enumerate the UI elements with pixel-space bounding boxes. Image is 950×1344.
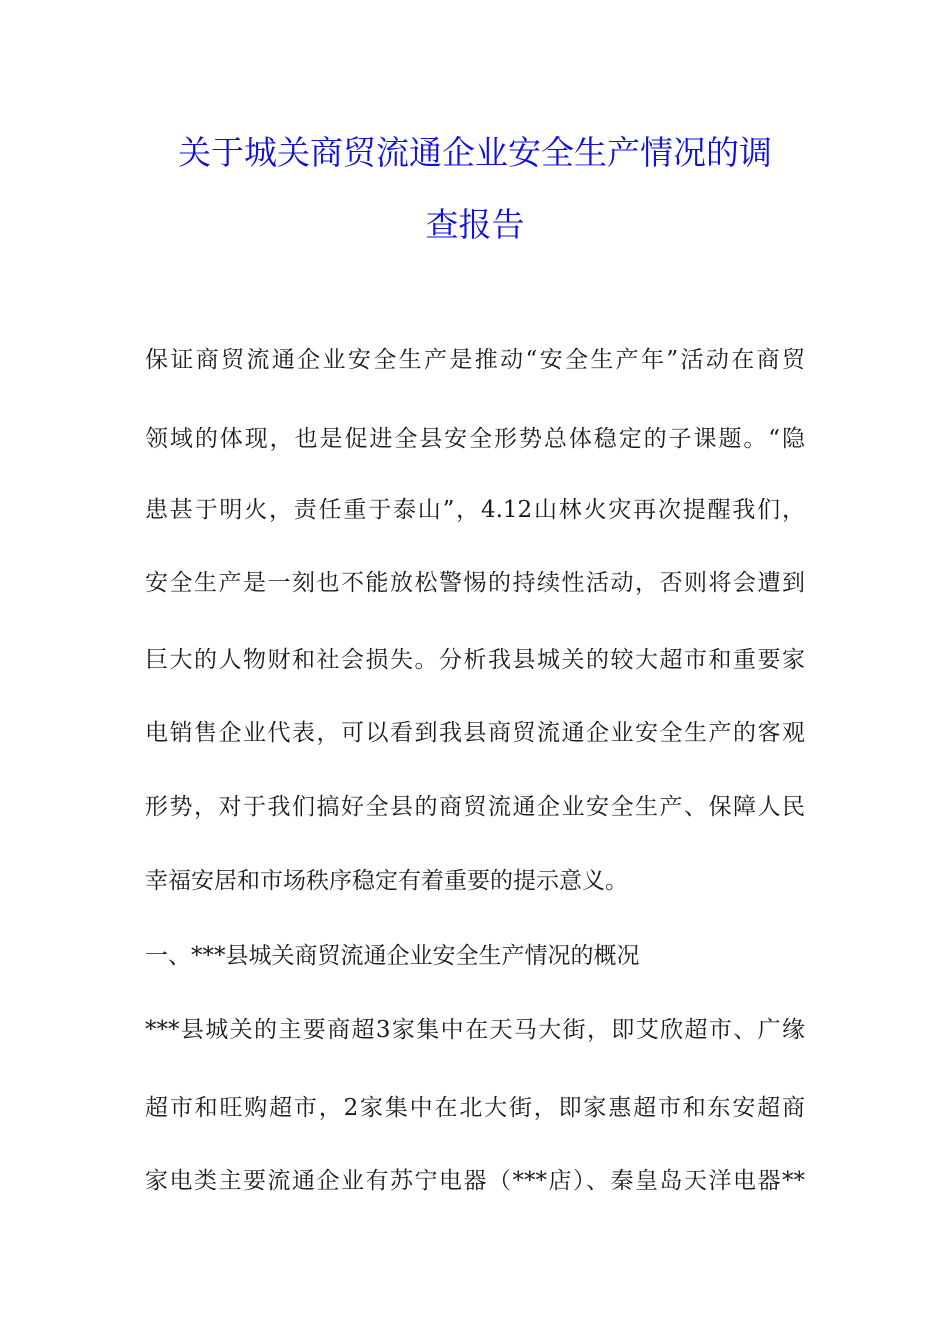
body-line-3: 患甚于明火，责任重于泰山”，4.12山林火灾再次提醒我们， <box>145 497 805 523</box>
body-line-5: 巨大的人物财和社会损失。分析我县城关的较大超市和重要家 <box>145 647 805 673</box>
body-line-4: 安全生产是一刻也不能放松警惕的持续性活动，否则将会遭到 <box>145 570 805 596</box>
section-heading-1: 一、***县城关商贸流通企业安全生产情况的概况 <box>145 943 640 969</box>
body-line-7: 形势，对于我们搞好全县的商贸流通企业安全生产、保障人民 <box>145 794 805 820</box>
body-line-11: 家电类主要流通企业有苏宁电器（***店）、秦皇岛天洋电器** <box>145 1168 805 1194</box>
document-title-line-1: 关于城关商贸流通企业安全生产情况的调 <box>178 133 772 172</box>
body-line-6: 电销售企业代表，可以看到我县商贸流通企业安全生产的客观 <box>145 720 805 746</box>
document-title-line-2: 查报告 <box>425 205 525 244</box>
body-line-9: ***县城关的主要商超3家集中在天马大街，即艾欣超市、广缘 <box>145 1017 805 1043</box>
body-line-1: 保证商贸流通企业安全生产是推动“安全生产年”活动在商贸 <box>145 347 805 373</box>
body-line-10: 超市和旺购超市，2家集中在北大街，即家惠超市和东安超商 <box>145 1095 805 1121</box>
body-line-2: 领域的体现，也是促进全县安全形势总体稳定的子课题。“隐 <box>145 426 805 452</box>
body-line-8: 幸福安居和市场秩序稳定有着重要的提示意义。 <box>145 868 628 894</box>
